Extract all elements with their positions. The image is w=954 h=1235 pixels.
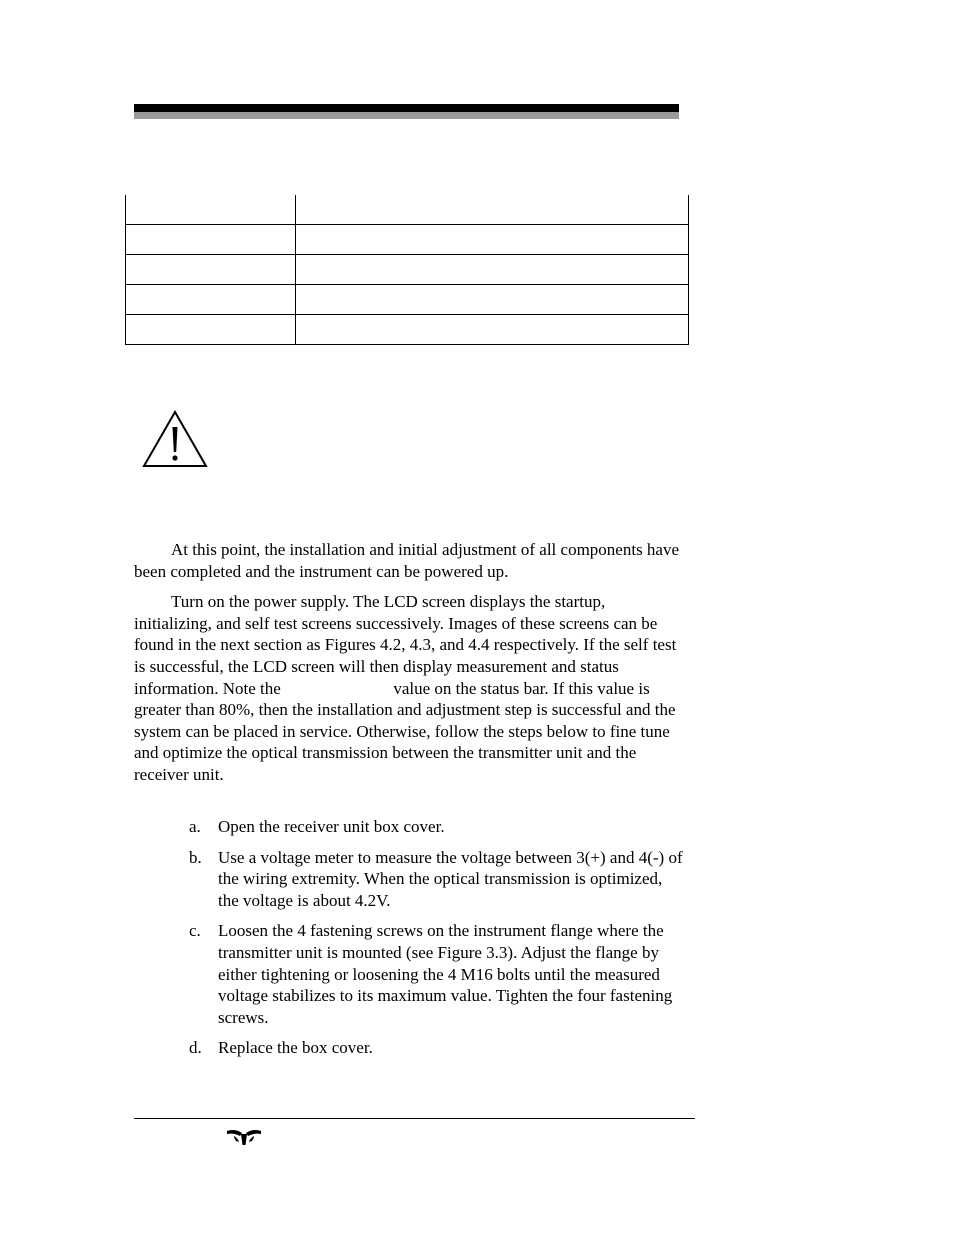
table-row	[126, 285, 689, 315]
list-item-text: Use a voltage meter to measure the voltage between 3(+) and 4(-) of the wiring extremity. When the optical transmission is optimized, the voltage is about 4.2V.	[218, 847, 683, 910]
table-cell-label	[126, 195, 296, 225]
table-cell-label	[126, 225, 296, 255]
list-item	[134, 1037, 684, 1059]
body-text	[134, 539, 684, 795]
table-cell-label	[126, 255, 296, 285]
table-cell-label	[126, 315, 296, 345]
table-cell-label	[126, 285, 296, 315]
table-row	[126, 315, 689, 345]
paragraph	[134, 591, 684, 785]
list-item	[134, 847, 684, 912]
footer-rule	[134, 1118, 695, 1119]
teledyne-logo-icon	[226, 1128, 262, 1146]
list-item-text: Open the receiver unit box cover.	[218, 817, 445, 836]
list-item	[134, 920, 684, 1028]
paragraph-text: value on the status bar. If this value is greater than 80%, then the installation and adjustment step is successful and the system can be placed in service. Otherwise, follow the steps below to fine tune and optimize the optical transmission between the transmitter unit and the receiver unit.	[134, 678, 676, 784]
list-marker: d.	[189, 1038, 202, 1058]
table-cell-value	[296, 315, 689, 345]
table-row	[126, 255, 689, 285]
table-cell-value	[296, 195, 689, 225]
warning-triangle-icon	[142, 410, 208, 468]
list-item	[134, 816, 684, 838]
steps-list	[134, 816, 684, 1068]
list-marker: c.	[189, 921, 201, 941]
table-cell-value	[296, 255, 689, 285]
list-item-text: Loosen the 4 fastening screws on the instrument flange where the transmitter unit is mounted (see Figure 3.3). Adjust the flange by either tightening or loosening the 4 M16 bolts until the measured voltage stabilizes to its maximum value. Tighten the four fastening screws.	[218, 921, 673, 1027]
list-marker: a.	[189, 817, 201, 836]
table-row	[126, 225, 689, 255]
table-row	[126, 195, 689, 225]
paragraph: At this point, the installation and initial adjustment of all components have been completed and the instrument can be powered up.	[134, 540, 680, 581]
header-rule	[134, 104, 679, 112]
paragraph-text: Turn on the power supply. The LCD screen displays the startup, initializing, and self test screens successively. Images of these screens can be found in the next section as Figures 4.2, 4.3, and 4.4 respectively. If the self test is successful, the LCD screen will then display measurement and status information. Note the	[134, 592, 677, 698]
header-rule-shadow	[134, 112, 679, 119]
table-cell-value	[296, 225, 689, 255]
list-item-text: Replace the box cover.	[218, 1038, 373, 1058]
spec-table	[125, 195, 689, 345]
table-cell-value	[296, 285, 689, 315]
list-marker: b.	[189, 847, 202, 867]
